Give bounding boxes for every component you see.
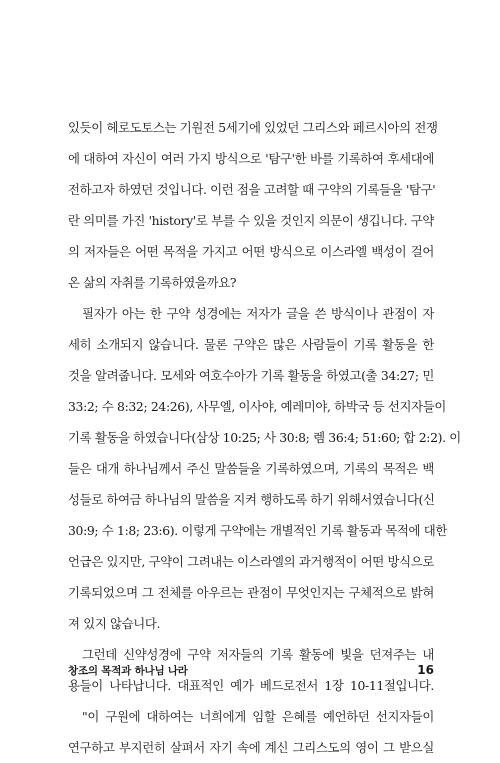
text-line: 필자가 아는 한 구약 성경에는 저자가 글을 쓴 방식이나 관점이 자 — [82, 306, 434, 321]
text-line: 것을 알려줍니다. 모세와 여호수아가 기록 활동을 하였고(출 34:27; 민 — [68, 368, 434, 383]
page-footer — [68, 663, 434, 678]
text-line: 의 저자들은 어떤 목적을 가지고 어떤 방식으로 이스라엘 백성이 걸어 — [68, 244, 434, 259]
text-line: 있듯이 헤로도토스는 기원전 5세기에 있었던 그리스와 페르시아의 전쟁 — [68, 120, 438, 135]
text-line: 란 의미를 가진 'history'로 부를 수 있을 것인지 의문이 생깁니다. 구약 — [68, 213, 434, 228]
running-title: 창조의 목적과 하나님 나라 — [68, 665, 188, 677]
text-line: 언급은 있지만, 구약이 그려내는 이스라엘의 과거행적이 어떤 방식으로 — [68, 554, 434, 569]
text-line: 30:9; 수 1:8; 23:6). 이렇게 구약에는 개별적인 기록 활동과 목적에 대한 — [68, 523, 447, 538]
text-line: 들은 대개 하나님께서 주신 말씀들을 기록하였으며, 기록의 목적은 백 — [68, 461, 434, 476]
text-line: 성들로 하여금 하나님의 말씀을 지켜 행하도록 하기 위해서였습니다(신 — [68, 492, 435, 507]
text-line: 용들이 나타납니다. 대표적인 예가 베드로전서 1장 10-11절입니다. — [68, 678, 434, 693]
text-line: 전하고자 하였던 것입니다. 이런 점을 고려할 때 구약의 기록들을 '탐구' — [68, 182, 436, 197]
text-line: 그런데 신약성경에 구약 저자들의 기록 활동에 빛을 던져주는 내 — [82, 647, 434, 662]
text-line: 져 있지 않습니다. — [68, 616, 161, 631]
page-number: 16 — [417, 663, 434, 677]
text-line: 연구하고 부지런히 살펴서 자기 속에 계신 그리스도의 영이 그 받으실 — [68, 740, 434, 755]
text-line: 33:2; 수 8:32; 24:26), 사무엘, 이사야, 예레미야, 하박국 등 선지자들이 — [68, 399, 446, 414]
text-line: 기록 활동을 하였습니다(삼상 10:25; 사 30:8; 렘 36:4; 51:60; 합 2:2). 이 — [68, 430, 461, 445]
text-line: 기록되었으며 그 전체를 아우르는 관점이 무엇인지는 구체적으로 밝혀 — [68, 585, 434, 600]
text-line: 온 삶의 자취를 기록하였을까요? — [68, 275, 237, 290]
text-line: "이 구원에 대하여는 너희에게 임할 은혜를 예언하던 선지자들이 — [82, 709, 434, 724]
text-line: 세히 소개되지 않습니다. 물론 구약은 많은 사람들이 기록 활동을 한 — [68, 337, 434, 352]
text-line: 에 대하여 자신이 여러 가지 방식으로 '탐구'한 바를 기록하여 후세대에 — [68, 151, 434, 166]
